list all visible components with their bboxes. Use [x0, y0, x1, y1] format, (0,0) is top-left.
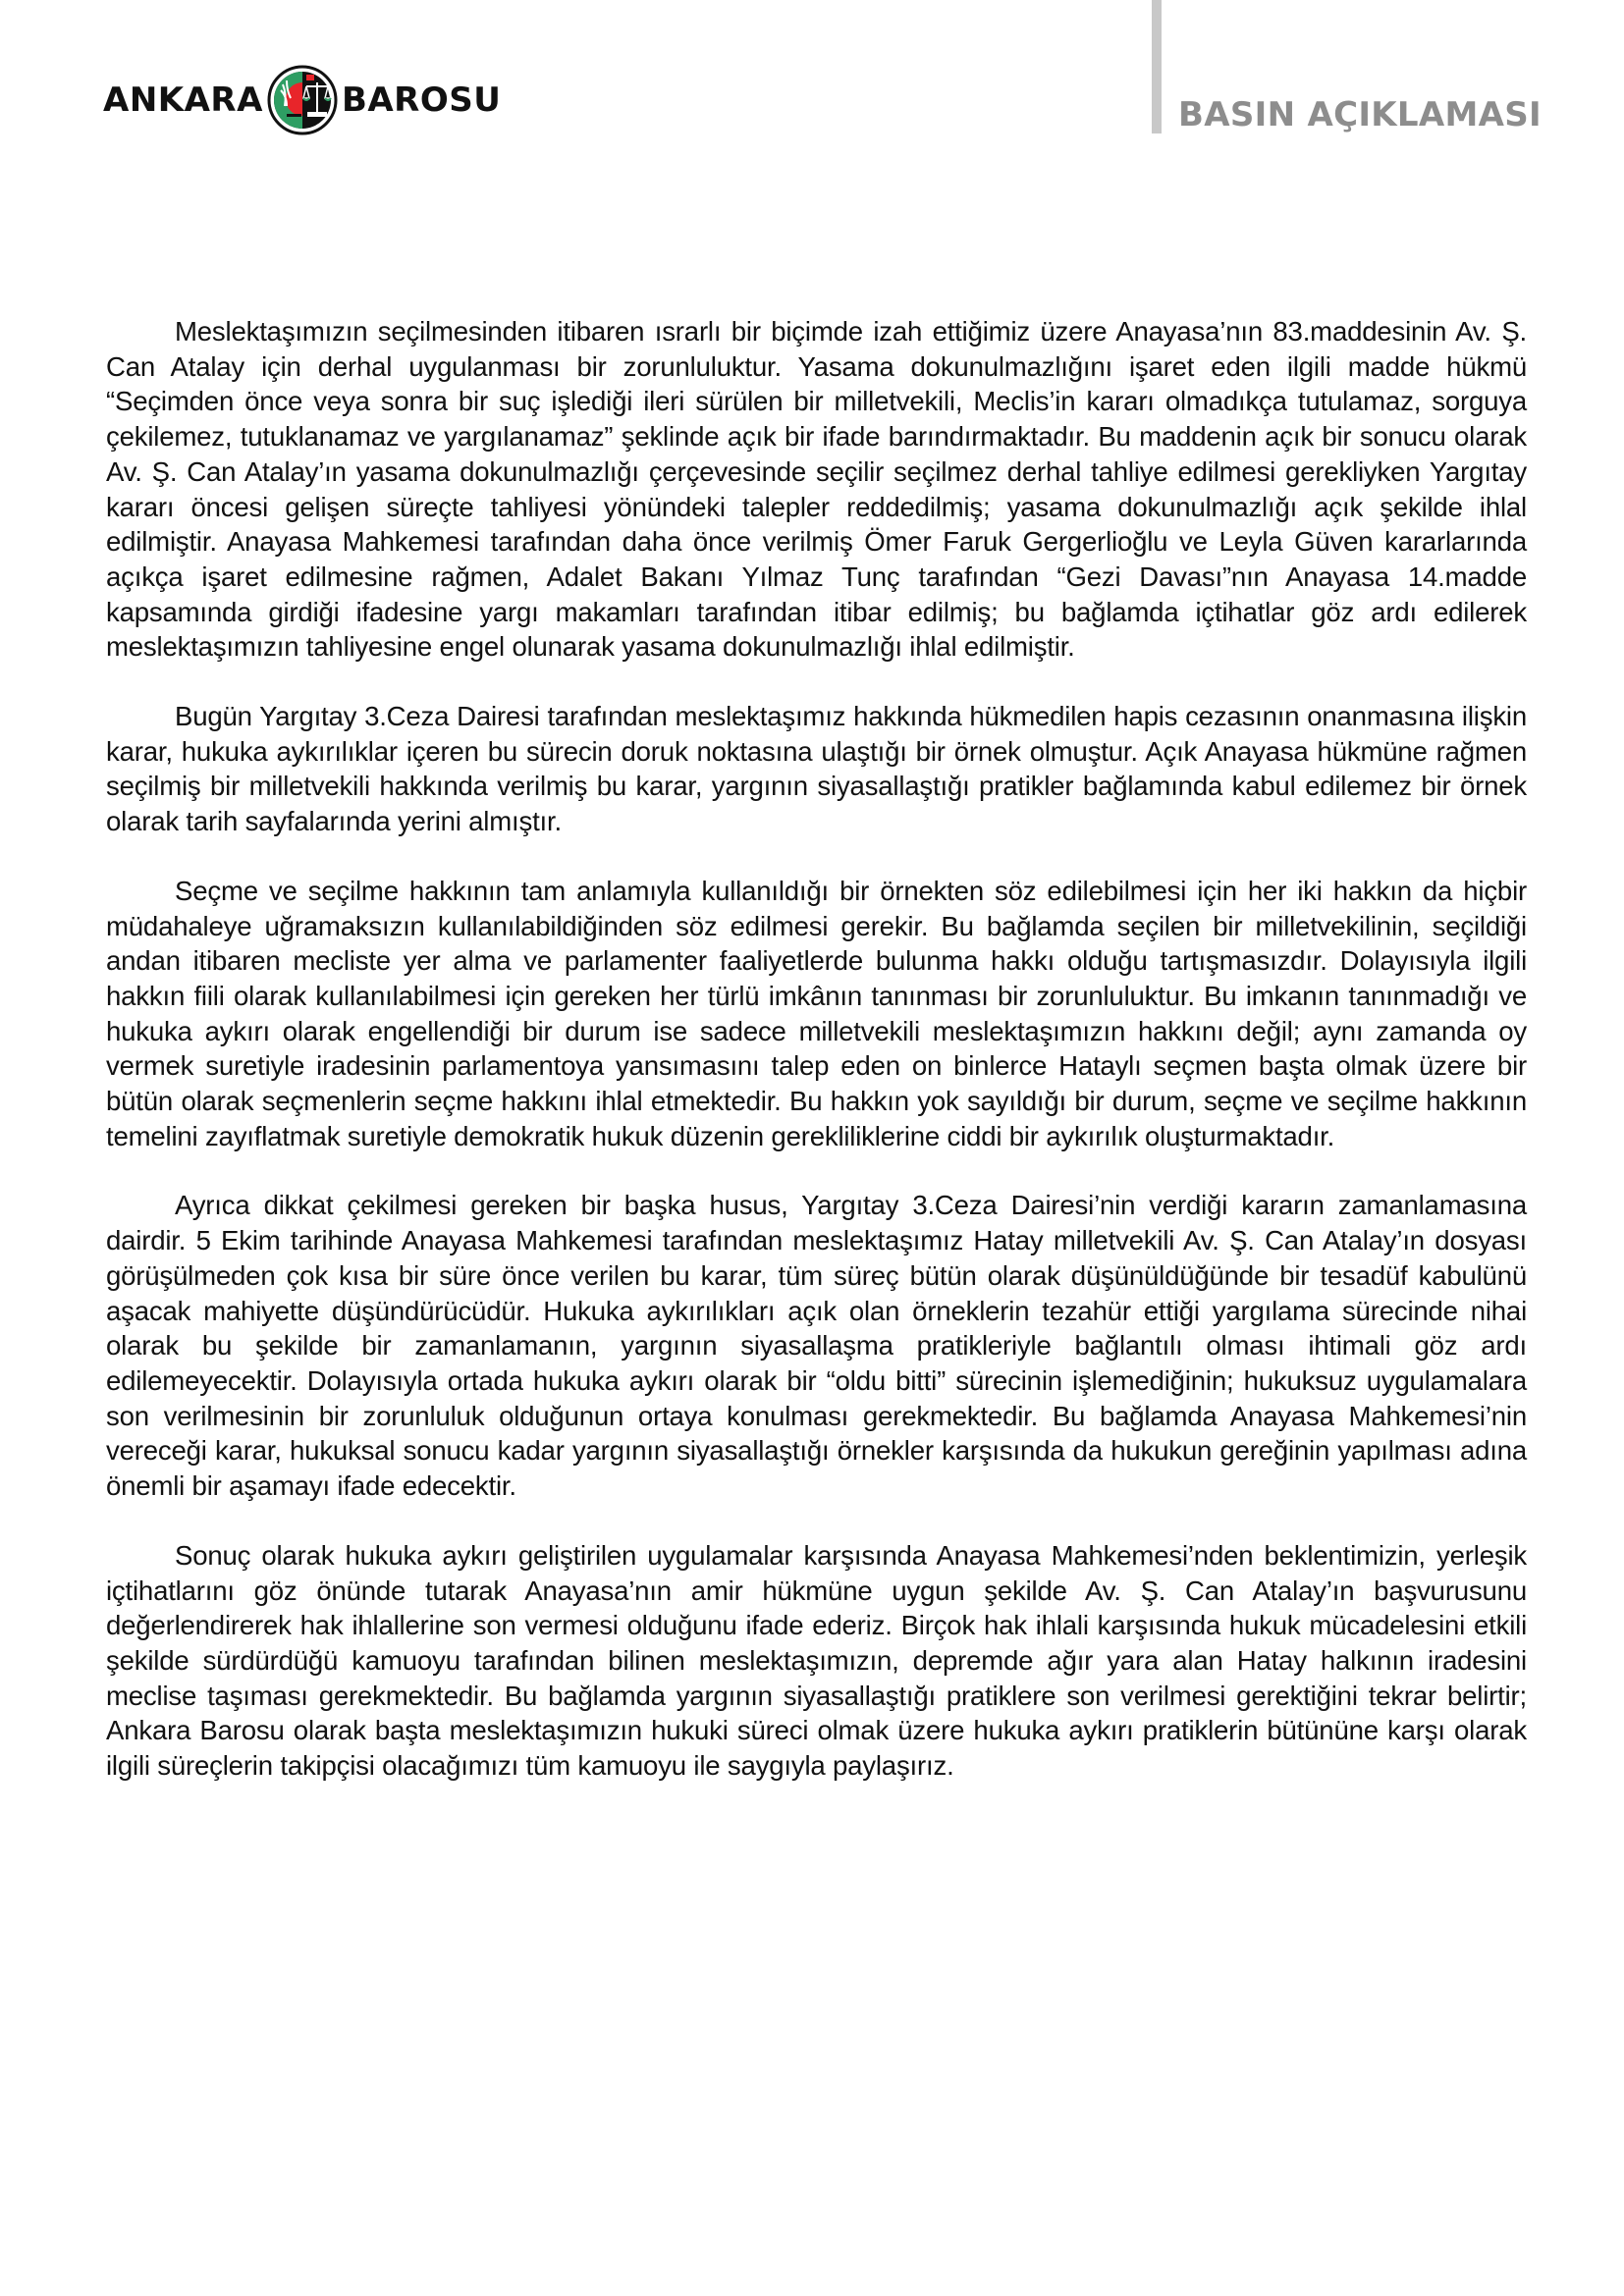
document-type-title: BASIN AÇIKLAMASI	[1178, 95, 1542, 134]
header-vertical-rule	[1152, 0, 1162, 133]
paragraph-right-to-elect: Seçme ve seçilme hakkının tam anlamıyla kullanıldığı bir örnekten söz edilebilmesi için her iki hakkın da hiçbir müdahaleye uğramaksızın kullanılabildiğinden söz edilmesi gerekir. Bu bağlamda seçilen bir milletvekilinin, seçildiği andan itibaren mecliste yer alma ve parlamenter faaliyetlerde bulunma hakkı olduğu tartışmasızdır. Dolayısıyla ilgili hakkın fiili olarak kullanılabilmesi için gereken her türlü imkânın tanınması bir zorunluluktur. Bu imkanın tanınmadığı ve hukuka aykırı olarak engellendiği bir durum ise sadece milletvekili meslektaşımızın hakkını değil; aynı zamanda oy vermek suretiyle iradesinin parlamentoya yansımasını talep eden on binlerce Hataylı seçmen başta olmak üzere bir bütün olarak seçmenlerin seçme hakkını ihlal etmektedir. Bu hakkın yok sayıldığı bir durum, seçme ve seçilme hakkının temelini zayıflatmak suretiyle demokratik hukuk düzenin gerekliliklerine ciddi bir aykırılık oluşturmaktadır.	[106, 875, 1527, 1151]
paragraph-yargitay-decision: Bugün Yargıtay 3.Ceza Dairesi tarafından meslektaşımız hakkında hükmedilen hapis cezasının onanmasına ilişkin karar, hukuka aykırılıklar içeren bu sürecin doruk noktasına ulaştığı bir örnek olmuştur. Açık Anayasa hükmüne rağmen seçilmiş bir milletvekili hakkında verilmiş bu karar, yargının siyasallaştığı pratikler bağlamında kabul edilemez bir örnek olarak tarih sayfalarında yerini almıştır.	[106, 701, 1527, 837]
bar-association-emblem-icon	[267, 65, 338, 135]
paragraph-immunity: Meslektaşımızın seçilmesinden itibaren ısrarlı bir biçimde izah ettiğimiz üzere Anayasa’nın 83.maddesinin Av. Ş. Can Atalay için derhal uygulanması bir zorunluluktur. Yasama dokunulmazlığını işaret eden ilgili madde hükmü “Seçimden önce veya sonra bir suç işlediği ileri sürülen bir milletvekili, Meclis’in kararı olmadıkça tutulamaz, sorguya çekilemez, tutuklanamaz ve yargılanamaz” şeklinde açık bir ifade barındırmaktadır. Bu maddenin açık bir sonucu olarak Av. Ş. Can Atalay’ın yasama dokunulmazlığı çerçevesinde seçilir seçilmez derhal tahliye edilmesi gerekliyken Yargıtay kararı öncesi gelişen süreçte tahliyesi yönündeki talepler reddedilmiş; yasama dokunulmazlığı açık şekilde ihlal edilmiştir. Anayasa Mahkemesi tarafından daha önce verilmiş Ömer Faruk Gergerlioğlu ve Leyla Güven kararlarında açıkça işaret edilmesine rağmen, Adalet Bakanı Yılmaz Tunç tarafından “Gezi Davası”nın Anayasa 14.madde kapsamında girdiği ifadesine yargı makamları tarafından itibar edilmiş; bu bağlamda içtihatlar göz ardı edilerek meslektaşımızın tahliyesine engel olunarak yasama dokunulmazlığı ihlal edilmiştir.	[106, 316, 1527, 663]
ankara-barosu-logo	[103, 61, 501, 139]
paragraph-timing: Ayrıca dikkat çekilmesi gereken bir başka husus, Yargıtay 3.Ceza Dairesi’nin verdiği kararın zamanlamasına dairdir. 5 Ekim tarihinde Anayasa Mahkemesi tarafından meslektaşımız Hatay milletvekili Av. Ş. Can Atalay’ın dosyası görüşülmeden çok kısa bir süre önce verilen bu karar, tüm süreç bütün olarak düşünüldüğünde bir tesadüf kabulünü aşacak mahiyette düşündürücüdür. Hukuka aykırılıkları açık olan örneklerin tezahür ettiği yargılama sürecinde nihai olarak bu şekilde bir zamanlamanın, yargının siyasallaşma pratikleriyle bağlantılı olması ihtimali göz ardı edilemeyecektir. Dolayısıyla ortada hukuka aykırı olarak bir “oldu bitti” sürecinin işlemediğinin; hukuksuz uygulamalara son verilmesinin bir zorunluluk olduğunun ortaya konulması gerekmektedir. Bu bağlamda Anayasa Mahkemesi’nin vereceği karar, hukuksal sonucu kadar yargının siyasallaştığı örnekler karşısında da hukukun gereğinin yapılması adına önemli bir aşamayı ifade edecektir.	[106, 1190, 1527, 1502]
letterhead	[0, 0, 1624, 177]
logo-word-barosu: BAROSU	[341, 80, 502, 120]
paragraph-conclusion: Sonuç olarak hukuka aykırı geliştirilen uygulamalar karşısında Anayasa Mahkemesi’nden beklentimizin, yerleşik içtihatlarını göz önünde tutarak Anayasa’nın amir hükmüne uygun şekilde Av. Ş. Can Atalay’ın başvurusunu değerlendirerek hak ihlallerine son vermesi olduğunu ifade ederiz. Birçok hak ihlali karşısında hukuk mücadelesini etkili şekilde sürdürdüğü kamuoyu tarafından bilinen meslektaşımızın, depremde ağır yara alan Hatay halkının iradesini meclise taşıması gerekmektedir. Bu bağlamda yargının siyasallaştığı pratiklere son verilmesi gerektiğini tekrar belirtir; Ankara Barosu olarak başta meslektaşımızın hukuki süreci olmak üzere hukuka aykırı pratiklerin bütününe karşı olarak ilgili süreçlerin takipçisi olacağımızı tüm kamuoyu ile saygıyla paylaşırız.	[106, 1539, 1527, 1782]
press-release-body	[106, 314, 1527, 1818]
logo-word-ankara: ANKARA	[103, 80, 263, 120]
